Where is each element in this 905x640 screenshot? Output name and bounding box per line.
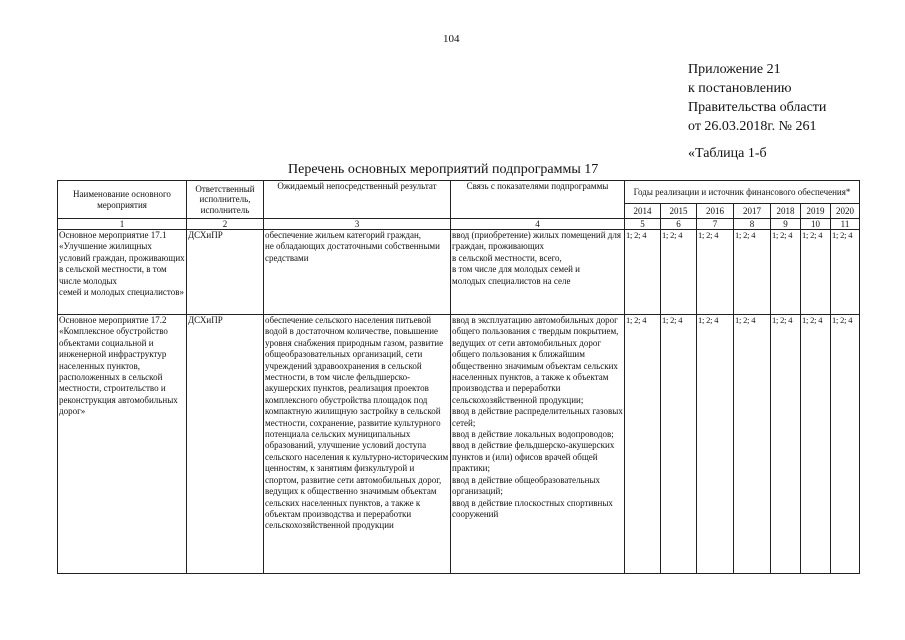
header-result: Ожидаемый непосредственный результат	[264, 181, 451, 219]
column-number-row	[58, 219, 860, 230]
measure-executor: ДСХиПР	[187, 315, 264, 574]
financing-cell: 1; 2; 4	[734, 230, 771, 315]
column-number: 9	[771, 219, 801, 230]
appendix-line: к постановлению	[688, 81, 792, 96]
financing-cell: 1; 2; 4	[625, 230, 661, 315]
column-number: 2	[187, 219, 264, 230]
column-number: 6	[661, 219, 697, 230]
header-row	[58, 181, 860, 204]
column-number: 10	[801, 219, 831, 230]
appendix-block	[688, 60, 826, 136]
header-indicators: Связь с показателями подпрограммы	[451, 181, 625, 219]
financing-cell: 1; 2; 4	[771, 230, 801, 315]
measure-result: обеспечение сельского населения питьевой водой в достаточном количестве, повышение уровня снабжения природным газом, развитие общеобразовательных организаций, сети учреждений здравоохранения в сельской местности, в том числе фельдшерско-акушерских пунктов, реализация проектов комплексного обустройства площадок под компактную жилищную застройку в сельской местности, сохранение, развитие культурного потенциала сельских муниципальных образований, улучшение условий доступа сельского населения к культурно-историческим ценностям, к занятиям физкультурой и спортом, развитие сети автомобильных дорог, ведущих к общественно значимым объектам сельских населенных пунктов, а также к объектам производства и переработки сельскохозяйственной продукции	[264, 315, 451, 574]
header-executor: Ответственный исполнитель, исполнитель	[187, 181, 264, 219]
page-number: 104	[443, 33, 460, 45]
measure-result: обеспечение жильем категорий граждан, не обладающих достаточными собственными средствами	[264, 230, 451, 315]
measures-table	[57, 180, 860, 574]
financing-cell: 1; 2; 4	[697, 315, 734, 574]
header-year: 2014	[625, 204, 661, 219]
column-number: 4	[451, 219, 625, 230]
measure-name: Основное мероприятие 17.2 «Комплексное обустройство объектами социальной и инженерной инфраструктур населенных пунктов, расположенных в сельской местности, строительство и реконструкция автомобильных дорог»	[58, 315, 187, 574]
financing-cell: 1; 2; 4	[801, 230, 831, 315]
financing-cell: 1; 2; 4	[697, 230, 734, 315]
financing-cell: 1; 2; 4	[661, 230, 697, 315]
financing-cell: 1; 2; 4	[661, 315, 697, 574]
appendix-line: Правительства области	[688, 100, 827, 115]
measure-executor: ДСХиПР	[187, 230, 264, 315]
column-number: 5	[625, 219, 661, 230]
column-number: 3	[264, 219, 451, 230]
measure-name: Основное мероприятие 17.1 «Улучшение жилищных условий граждан, проживающих в сельской местности, в том числе молодых семей и молодых специалистов»	[58, 230, 187, 315]
appendix-line: от 26.03.2018г. № 261	[688, 119, 817, 134]
financing-cell: 1; 2; 4	[625, 315, 661, 574]
column-number: 11	[831, 219, 860, 230]
financing-cell: 1; 2; 4	[771, 315, 801, 574]
header-year: 2018	[771, 204, 801, 219]
table-title: Перечень основных мероприятий подпрограммы 17	[288, 162, 599, 177]
header-year: 2016	[697, 204, 734, 219]
header-name: Наименование основного мероприятия	[58, 181, 187, 219]
table-row	[58, 315, 860, 574]
measure-indicators: ввод в эксплуатацию автомобильных дорог общего пользования с твердым покрытием, ведущих от сети автомобильных дорог общего пользования к ближайшим общественно значимым объектам сельских населенных пунктов, а также к объектам производства и переработки сельскохозяйственной продукции; ввод в действие распределительных газовых сетей; ввод в действие локальных водопроводов; ввод в действие фельдшерско-акушерских пунктов и (или) офисов врачей общей практики; ввод в действие общеобразовательных организаций; ввод в действие плоскостных спортивных сооружений	[451, 315, 625, 574]
financing-cell: 1; 2; 4	[831, 230, 860, 315]
financing-cell: 1; 2; 4	[801, 315, 831, 574]
table-row	[58, 230, 860, 315]
header-year: 2017	[734, 204, 771, 219]
column-number: 7	[697, 219, 734, 230]
financing-cell: 1; 2; 4	[734, 315, 771, 574]
measure-indicators: ввод (приобретение) жилых помещений для граждан, проживающих в сельской местности, всего, в том числе для молодых семей и молодых специалистов на селе	[451, 230, 625, 315]
table-label: «Таблица 1-б	[688, 146, 767, 161]
header-year: 2015	[661, 204, 697, 219]
header-year: 2019	[801, 204, 831, 219]
financing-cell: 1; 2; 4	[831, 315, 860, 574]
header-year: 2020	[831, 204, 860, 219]
header-years-group: Годы реализации и источник финансового обеспечения*	[625, 181, 860, 204]
column-number: 8	[734, 219, 771, 230]
appendix-line: Приложение 21	[688, 62, 781, 77]
column-number: 1	[58, 219, 187, 230]
